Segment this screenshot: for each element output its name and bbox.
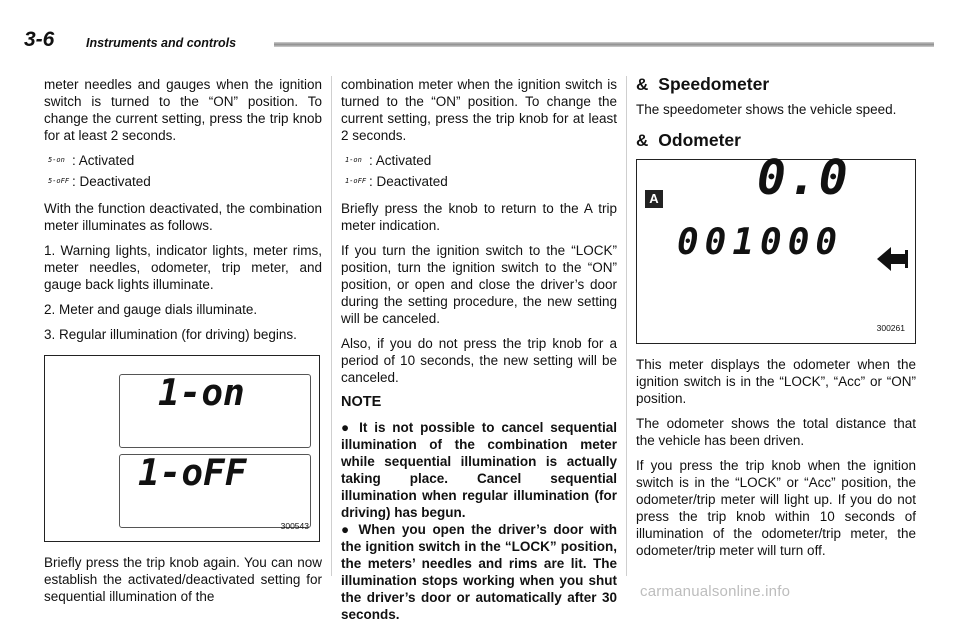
paragraph: The odometer shows the total distance that the vehicle has been driven. (636, 416, 916, 448)
pointer-arrow-icon (875, 244, 909, 274)
list-item: 1. Warning lights, indicator lights, meter rims, meter needles, odometer, trip meter, and gauge back lights illuminate. (44, 243, 322, 292)
option-deactivated (345, 173, 617, 190)
lcd-on-icon: 5-on (48, 156, 65, 164)
option-label: : Activated (369, 153, 432, 168)
section-title: Instruments and controls (86, 36, 237, 50)
watermark: carmanualsonline.info (640, 583, 791, 600)
lcd-off-icon: 5-oFF (48, 177, 70, 185)
paragraph: Briefly press the trip knob again. You can now establish the activated/deactivated setting for sequential illumination of the (44, 555, 322, 604)
option-deactivated (48, 173, 322, 190)
label-a-badge (645, 190, 663, 208)
option-activated (48, 152, 322, 169)
list-item: 3. Regular illumination (for driving) begins. (44, 327, 297, 342)
label-a: A (649, 191, 659, 206)
lcd-text: 1-oFF (138, 453, 247, 494)
column-divider (626, 76, 627, 576)
option-label: : Deactivated (369, 174, 448, 189)
lcd-on-icon: 1-on (345, 156, 362, 164)
header-rule (274, 42, 934, 47)
note-item: ● When you open the driver’s door with the ignition switch in the “LOCK” position, the meters’ needles and rims are lit. The illumination stops working when you shut the driver’s door or automatically after 30 seconds. (341, 522, 617, 622)
paragraph: This meter displays the odometer when the ignition switch is in the “LOCK”, “Acc” or “ON” position. (636, 357, 916, 406)
paragraph: combination meter when the ignition switch is turned to the “ON” position. To change the current setting, press the trip knob for at least 2 seconds. (341, 77, 617, 143)
paragraph: If you turn the ignition switch to the “LOCK” position, turn the ignition switch to the “ON” position, or open and close the driver’s door during the setting procedure, the new setting will be canceled. (341, 243, 617, 326)
option-activated (345, 152, 617, 169)
lcd-panel-off (119, 454, 311, 528)
figure-code: 300261 (876, 323, 905, 333)
section-heading (636, 132, 916, 149)
option-label: : Deactivated (72, 174, 151, 189)
section-marker: & (636, 131, 649, 150)
paragraph: Also, if you do not press the trip knob for a period of 10 seconds, the new setting will be canceled. (341, 336, 617, 385)
page-number: 3-6 (24, 28, 55, 51)
section-marker: & (636, 75, 649, 94)
column-1 (44, 76, 322, 613)
column-divider (331, 76, 332, 576)
note-heading: NOTE (341, 394, 382, 410)
column-2 (341, 76, 617, 631)
heading-text: Odometer (658, 130, 741, 150)
lcd-figure (44, 355, 320, 542)
odometer-figure (636, 150, 916, 344)
paragraph: With the function deactivated, the combination meter illuminates as follows. (44, 201, 322, 233)
lcd-off-icon: 1-oFF (345, 177, 367, 185)
lcd-text: 1-on (158, 373, 245, 414)
paragraph: meter needles and gauges when the ignition switch is turned to the “ON” position. To change the current setting, press the trip knob for at least 2 seconds. (44, 77, 322, 143)
trip-display: 0.0 (757, 150, 850, 206)
paragraph: If you press the trip knob when the ignition switch is in the “LOCK” or “Acc” position, the odometer/trip meter will light up. If you do not press the trip knob within 10 seconds of illumination of the odometer/trip meter, the odometer/trip meter will turn off. (636, 458, 916, 558)
paragraph: Briefly press the knob to return to the A trip meter indication. (341, 201, 617, 233)
section-heading (636, 76, 916, 93)
note-item: ● It is not possible to cancel sequential illumination of the combination meter while sequential illumination is actually taking place. Cancel sequential illumination when regular illumination (for driving) has begun. (341, 420, 617, 520)
paragraph: The speedometer shows the vehicle speed. (636, 102, 897, 117)
column-3 (636, 76, 916, 567)
figure-code: 300543 (280, 521, 309, 531)
odometer-display: 001000 (677, 222, 844, 263)
lcd-panel-on (119, 374, 311, 448)
heading-text: Speedometer (658, 74, 770, 94)
list-item: 2. Meter and gauge dials illuminate. (44, 302, 258, 317)
page-header (24, 28, 934, 52)
option-label: : Activated (72, 153, 135, 168)
